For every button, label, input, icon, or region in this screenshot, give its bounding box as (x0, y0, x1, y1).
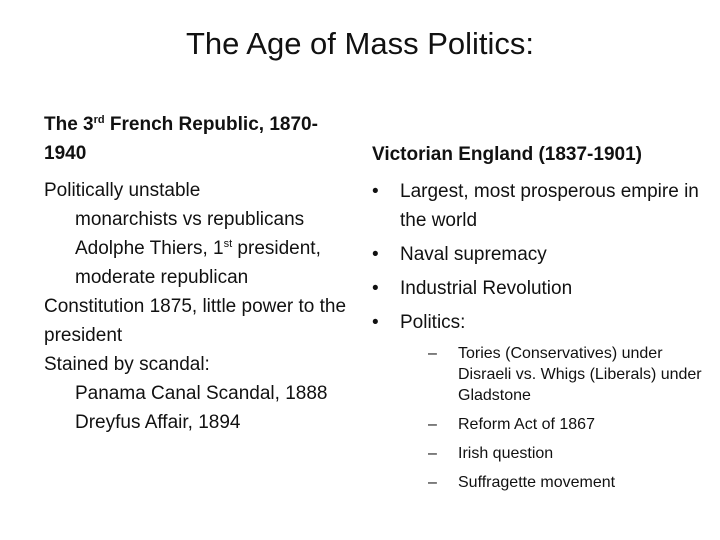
left-item: Constitution 1875, little power to the president (44, 296, 347, 346)
left-subitem (75, 234, 359, 292)
bullet-item-label: Politics: (400, 312, 466, 333)
sub-bullet-list (428, 343, 702, 493)
left-subitem: monarchists vs republicans (75, 209, 305, 230)
left-subitem: Panama Canal Scandal, 1888 (75, 383, 328, 404)
bullet-item: • Largest, most prosperous empire in the world (372, 177, 702, 235)
left-column (44, 110, 359, 437)
left-subitem-text-b: president, moderate republican (75, 238, 321, 288)
left-subitem-text-a: Adolphe Thiers, 1 (75, 238, 224, 259)
left-subitem-sup: st (223, 238, 233, 250)
right-heading: Victorian England (1837-1901) (372, 144, 642, 165)
right-column (372, 140, 702, 501)
left-subitem: Dreyfus Affair, 1894 (75, 412, 241, 433)
left-item: Stained by scandal: (44, 354, 210, 375)
sub-bullet-item: – Tories (Conservatives) under Disraeli vs. Whigs (Liberals) under Gladstone (428, 343, 702, 406)
left-item: Politically unstable (44, 180, 201, 201)
left-heading (44, 110, 359, 168)
left-heading-text: The 3 (44, 114, 94, 135)
left-heading-rest: French Republic, 1870-1940 (44, 114, 318, 164)
bullet-item: • Naval supremacy (372, 240, 702, 269)
sub-bullet-item: – Reform Act of 1867 (428, 414, 702, 435)
right-bullet-list (372, 177, 702, 493)
slide-title: The Age of Mass Politics: (185, 26, 535, 61)
sub-bullet-item: – Suffragette movement (428, 472, 702, 493)
bullet-item (372, 308, 702, 493)
bullet-item: • Industrial Revolution (372, 274, 702, 303)
left-heading-sup: rd (93, 114, 105, 126)
sub-bullet-item: – Irish question (428, 443, 702, 464)
